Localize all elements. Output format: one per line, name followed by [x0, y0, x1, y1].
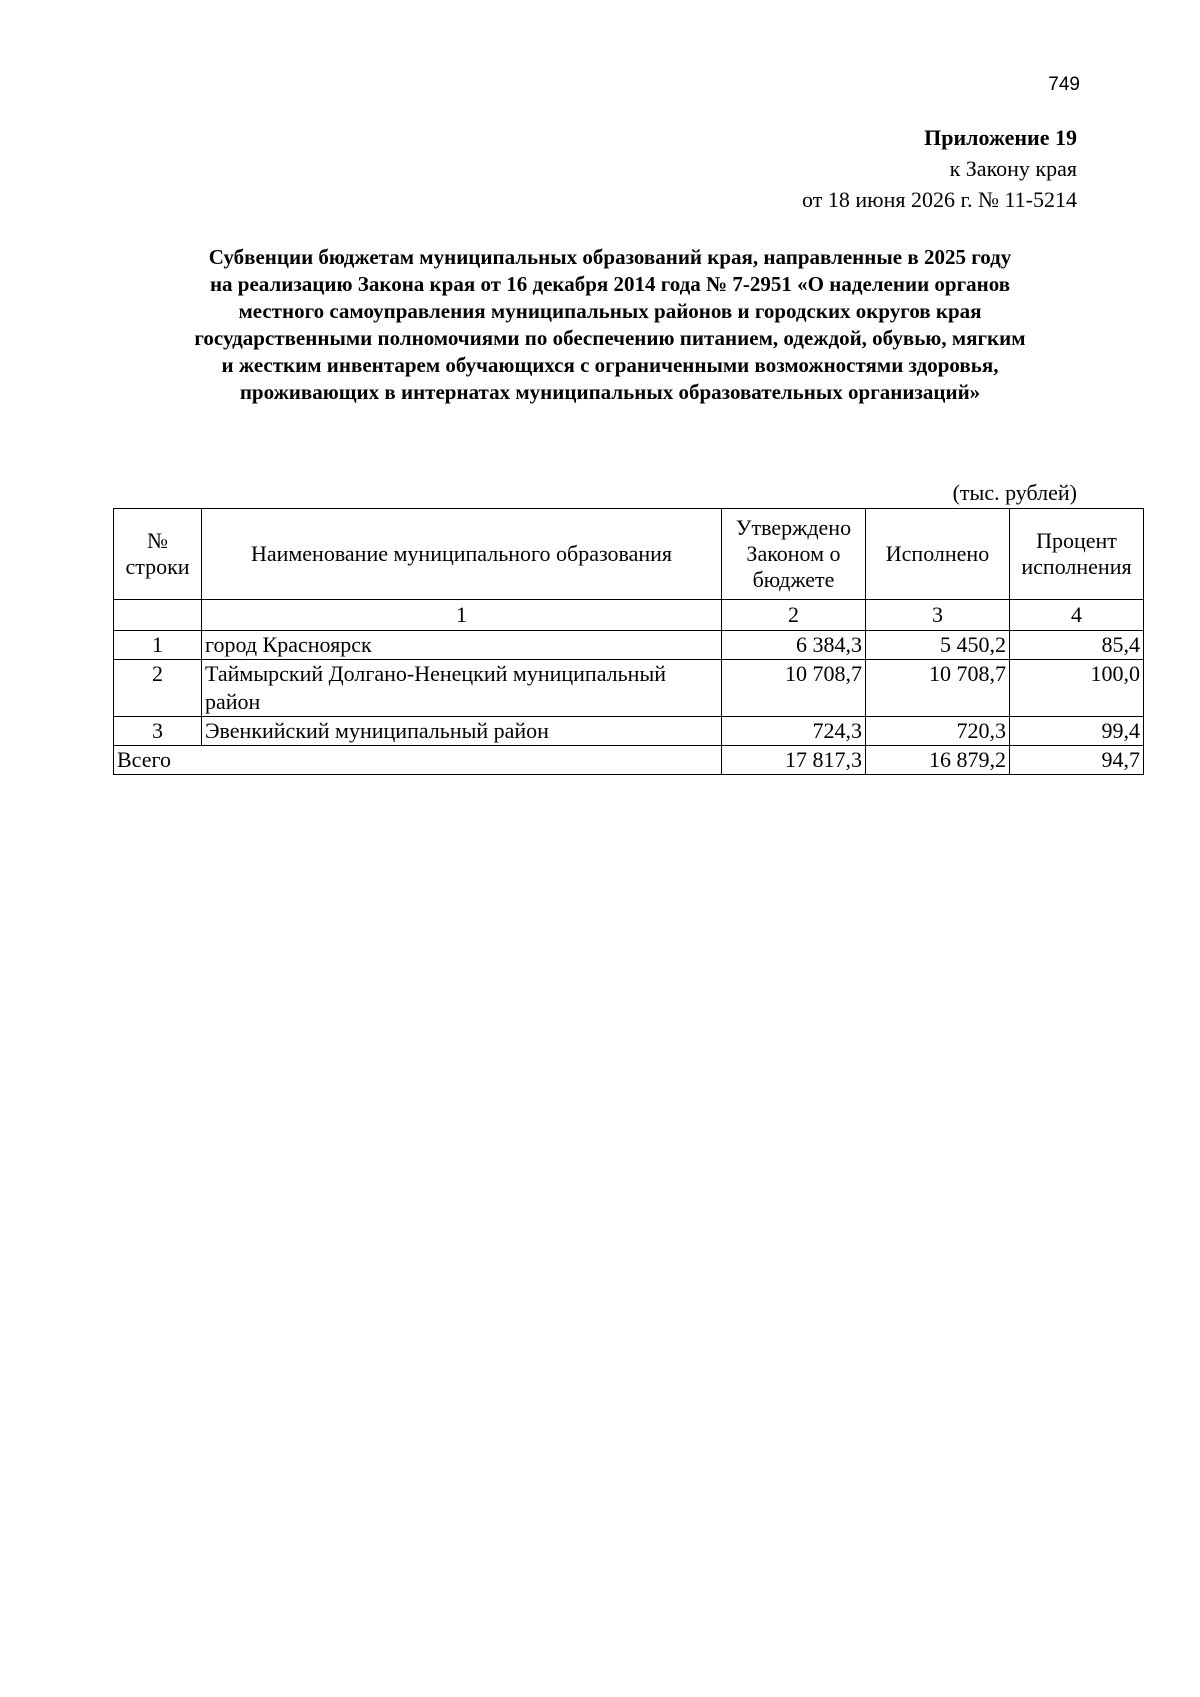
- approved-amount: 10 708,7: [722, 660, 866, 717]
- total-approved: 17 817,3: [722, 746, 866, 775]
- total-executed: 16 879,2: [866, 746, 1010, 775]
- table-row: [114, 631, 1144, 660]
- title-line: Субвенции бюджетам муниципальных образований края, направленные в 2025 году: [208, 245, 1012, 269]
- column-number-row: [114, 600, 1144, 631]
- executed-amount: 5 450,2: [866, 631, 1010, 660]
- approved-amount: 724,3: [722, 717, 866, 746]
- total-percent: 94,7: [1010, 746, 1144, 775]
- table-header-row: [114, 509, 1144, 600]
- column-number: 2: [722, 600, 866, 631]
- municipality-name: город Красноярск: [202, 631, 722, 660]
- page-number: 749: [1048, 74, 1080, 95]
- total-label: Всего: [114, 746, 722, 775]
- municipality-name: Таймырский Долгано-Ненецкий муниципальный район: [202, 660, 722, 717]
- executed-amount: 720,3: [866, 717, 1010, 746]
- executed-amount: 10 708,7: [866, 660, 1010, 717]
- header-approved: Утверждено Законом о бюджете: [722, 509, 866, 600]
- title-line: на реализацию Закона края от 16 декабря 2014 года № 7-2951 «О наделении органов: [209, 272, 1011, 296]
- column-number: 1: [202, 600, 722, 631]
- header-executed: Исполнено: [866, 509, 1010, 600]
- header-municipality-name: Наименование муниципального образования: [202, 509, 722, 600]
- total-row: [114, 746, 1144, 775]
- table-row: [114, 660, 1144, 717]
- subvention-table: [113, 508, 1144, 775]
- execution-percent: 99,4: [1010, 717, 1144, 746]
- appendix-law-date: от 18 июня 2026 г. № 11-5214: [802, 187, 1077, 212]
- appendix-title: Приложение 19: [924, 125, 1077, 150]
- execution-percent: 100,0: [1010, 660, 1144, 717]
- municipality-name: Эвенкийский муниципальный район: [202, 717, 722, 746]
- row-number: 1: [114, 631, 202, 660]
- row-number: 2: [114, 660, 202, 717]
- approved-amount: 6 384,3: [722, 631, 866, 660]
- title-line: и жестким инвентарем обучающихся с ограниченными возможностями здоровья,: [221, 353, 999, 377]
- row-number: 3: [114, 717, 202, 746]
- appendix-block: [802, 122, 1077, 215]
- header-percent: Процент исполнения: [1010, 509, 1144, 600]
- execution-percent: 85,4: [1010, 631, 1144, 660]
- document-title: [110, 244, 1110, 406]
- table-row: [114, 717, 1144, 746]
- title-line: местного самоуправления муниципальных районов и городских округов края: [238, 299, 982, 323]
- units-label: (тыс. рублей): [952, 480, 1077, 505]
- column-number: 3: [866, 600, 1010, 631]
- header-row-number: № строки: [114, 509, 202, 600]
- title-line: государственными полномочиями по обеспечению питанием, одеждой, обувью, мягким: [194, 326, 1026, 350]
- column-number: [114, 600, 202, 631]
- column-number: 4: [1010, 600, 1144, 631]
- appendix-law-reference: к Закону края: [949, 156, 1077, 181]
- title-line: проживающих в интернатах муниципальных образовательных организаций»: [239, 380, 981, 404]
